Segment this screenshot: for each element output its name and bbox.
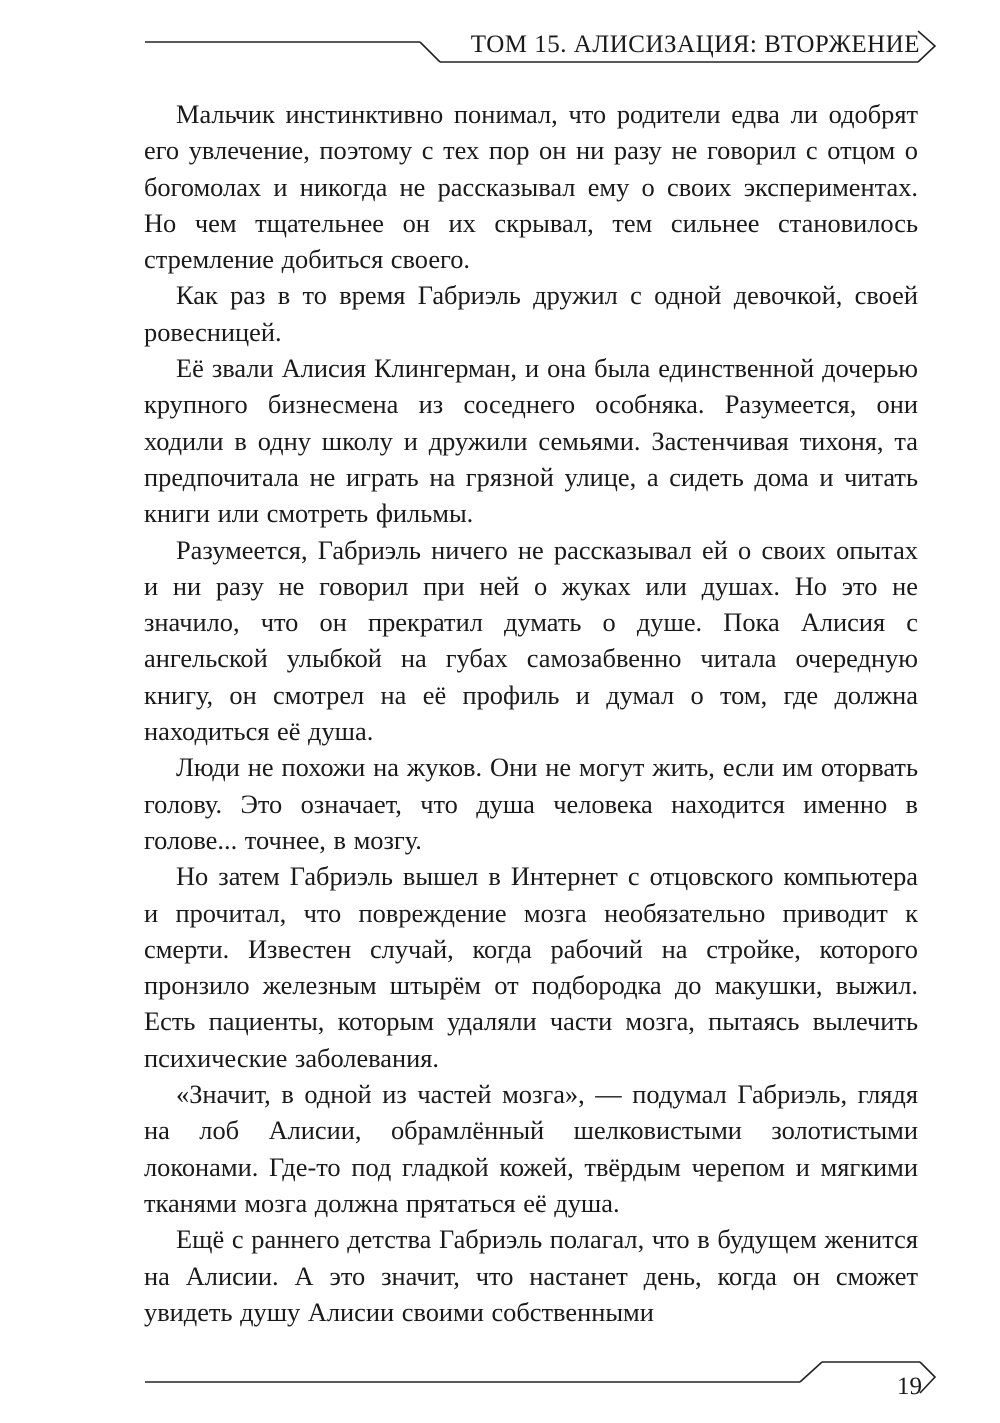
- paragraph-5: Люди не похожи на жуков. Они не могут жить, если им оторвать голову. Это означает, что душа человека находится именно в голове... точнее, в мозгу.: [144, 752, 918, 855]
- paragraph-1: Мальчик инстинктивно понимал, что родители едва ли одобрят его увлечение, поэтому с тех пор он ни разу не говорил с отцом о богомолах и никогда не рассказывал ему о своих экспериментах. Но чем тщательнее он их скрывал, тем сильнее становилось стремление добиться своего.: [144, 99, 918, 275]
- footer-rule: [0, 1340, 1000, 1420]
- paragraph-7: «Значит, в одной из частей мозга», — подумал Габриэль, глядя на лоб Алисии, обрамлённый шелковистыми золотистыми локонами. Где-то под гладкой кожей, твёрдым черепом и мягкими тканями мозга должна прятаться её душа.: [144, 1079, 918, 1218]
- running-header: [0, 0, 1000, 100]
- paragraph-2: Как раз в то время Габриэль дружил с одной девочкой, своей ровесницей.: [144, 280, 918, 347]
- running-footer: [0, 1340, 1000, 1420]
- running-header-title: ТОМ 15. АЛИСИЗАЦИЯ: ВТОРЖЕНИЕ: [470, 31, 920, 58]
- paragraph-8: Ещё с раннего детства Габриэль полагал, что в будущем женится на Алисии. А это значит, что настанет день, когда он сможет увидеть душу Алисии своими собственными: [144, 1224, 918, 1327]
- paragraph-6: Но затем Габриэль вышел в Интернет с отцовского компьютера и прочитал, что повреждение мозга необязательно приводит к смерти. Известен случай, когда рабочий на стройке, которого пронзило железным штырём от подбородка до макушки, выжил. Есть пациенты, которым удаляли части мозга, пытаясь вылечить психические заболевания.: [144, 861, 918, 1073]
- body-text: [144, 96, 918, 1330]
- page-number: 19: [897, 1373, 922, 1400]
- paragraph-4: Разумеется, Габриэль ничего не рассказывал ей о своих опытах и ни разу не говорил при ней о жуках или душах. Но это не значило, что он прекратил думать о душе. Пока Алисия с ангельской улыбкой на губах самозабвенно читала очередную книгу, он смотрел на её профиль и думал о том, где должна находиться её душа.: [144, 534, 918, 747]
- paragraph-3: Её звали Алисия Клингерман, и она была единственной дочерью крупного бизнесмена из соседнего особняка. Разумеется, они ходили в одну школу и дружили семьями. Застенчивая тихоня, та предпочитала не играть на грязной улице, а сидеть дома и читать книги или смотреть фильмы.: [144, 353, 918, 529]
